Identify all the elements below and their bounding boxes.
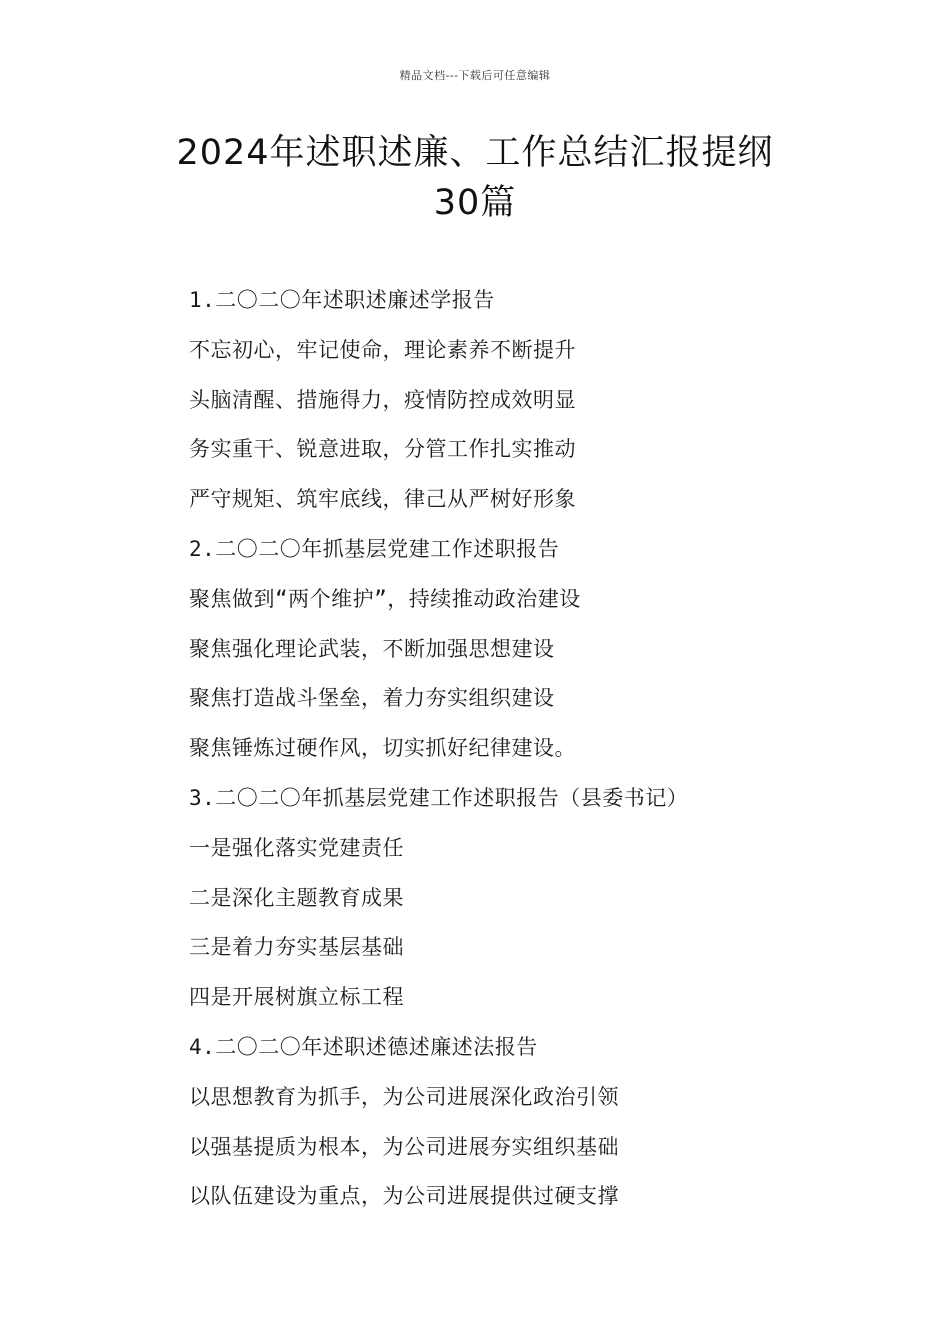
- body-line: 以强基提质为根本，为公司进展夯实组织基础: [189, 1134, 619, 1159]
- body-line: 以队伍建设为重点，为公司进展提供过硬支撑: [189, 1184, 619, 1209]
- document-title: [0, 128, 950, 228]
- body-line: 聚焦做到“两个维护”，持续推动政治建设: [189, 586, 581, 611]
- body-line: 务实重干、锐意进取，分管工作扎实推动: [189, 437, 576, 462]
- body-line: 严守规矩、筑牢底线，律己从严树好形象: [189, 487, 576, 512]
- report-heading-4: 4.二〇二〇年述职述德述廉述法报告: [189, 1034, 538, 1059]
- body-line: 三是着力夯实基层基础: [189, 935, 404, 960]
- report-heading-3: 3.二〇二〇年抓基层党建工作述职报告（县委书记）: [189, 785, 689, 810]
- body-line: 四是开展树旗立标工程: [189, 985, 404, 1010]
- document-title-line-1: 2024年述职述廉、工作总结汇报提纲: [176, 133, 774, 173]
- report-heading-1: 1.二〇二〇年述职述廉述学报告: [189, 288, 495, 312]
- body-line: 聚焦锤炼过硬作风，切实抓好纪律建设。: [189, 736, 576, 761]
- body-line: 不忘初心，牢记使命，理论素养不断提升: [189, 337, 576, 362]
- body-line: 二是深化主题教育成果: [189, 885, 404, 910]
- body-line: 以思想教育为抓手，为公司进展深化政治引领: [189, 1084, 619, 1109]
- body-line: 聚焦打造战斗堡垒，着力夯实组织建设: [189, 686, 555, 711]
- body-line: 头脑清醒、措施得力，疫情防控成效明显: [189, 387, 576, 412]
- document-title-line-2: 30篇: [433, 183, 517, 223]
- page-header-note: 精品文档---下载后可任意编辑: [399, 69, 551, 82]
- body-line: 一是强化落实党建责任: [189, 835, 404, 860]
- document-body: [189, 283, 869, 1229]
- body-line: 聚焦强化理论武装，不断加强思想建设: [189, 636, 555, 661]
- report-heading-2: 2.二〇二〇年抓基层党建工作述职报告: [189, 536, 560, 561]
